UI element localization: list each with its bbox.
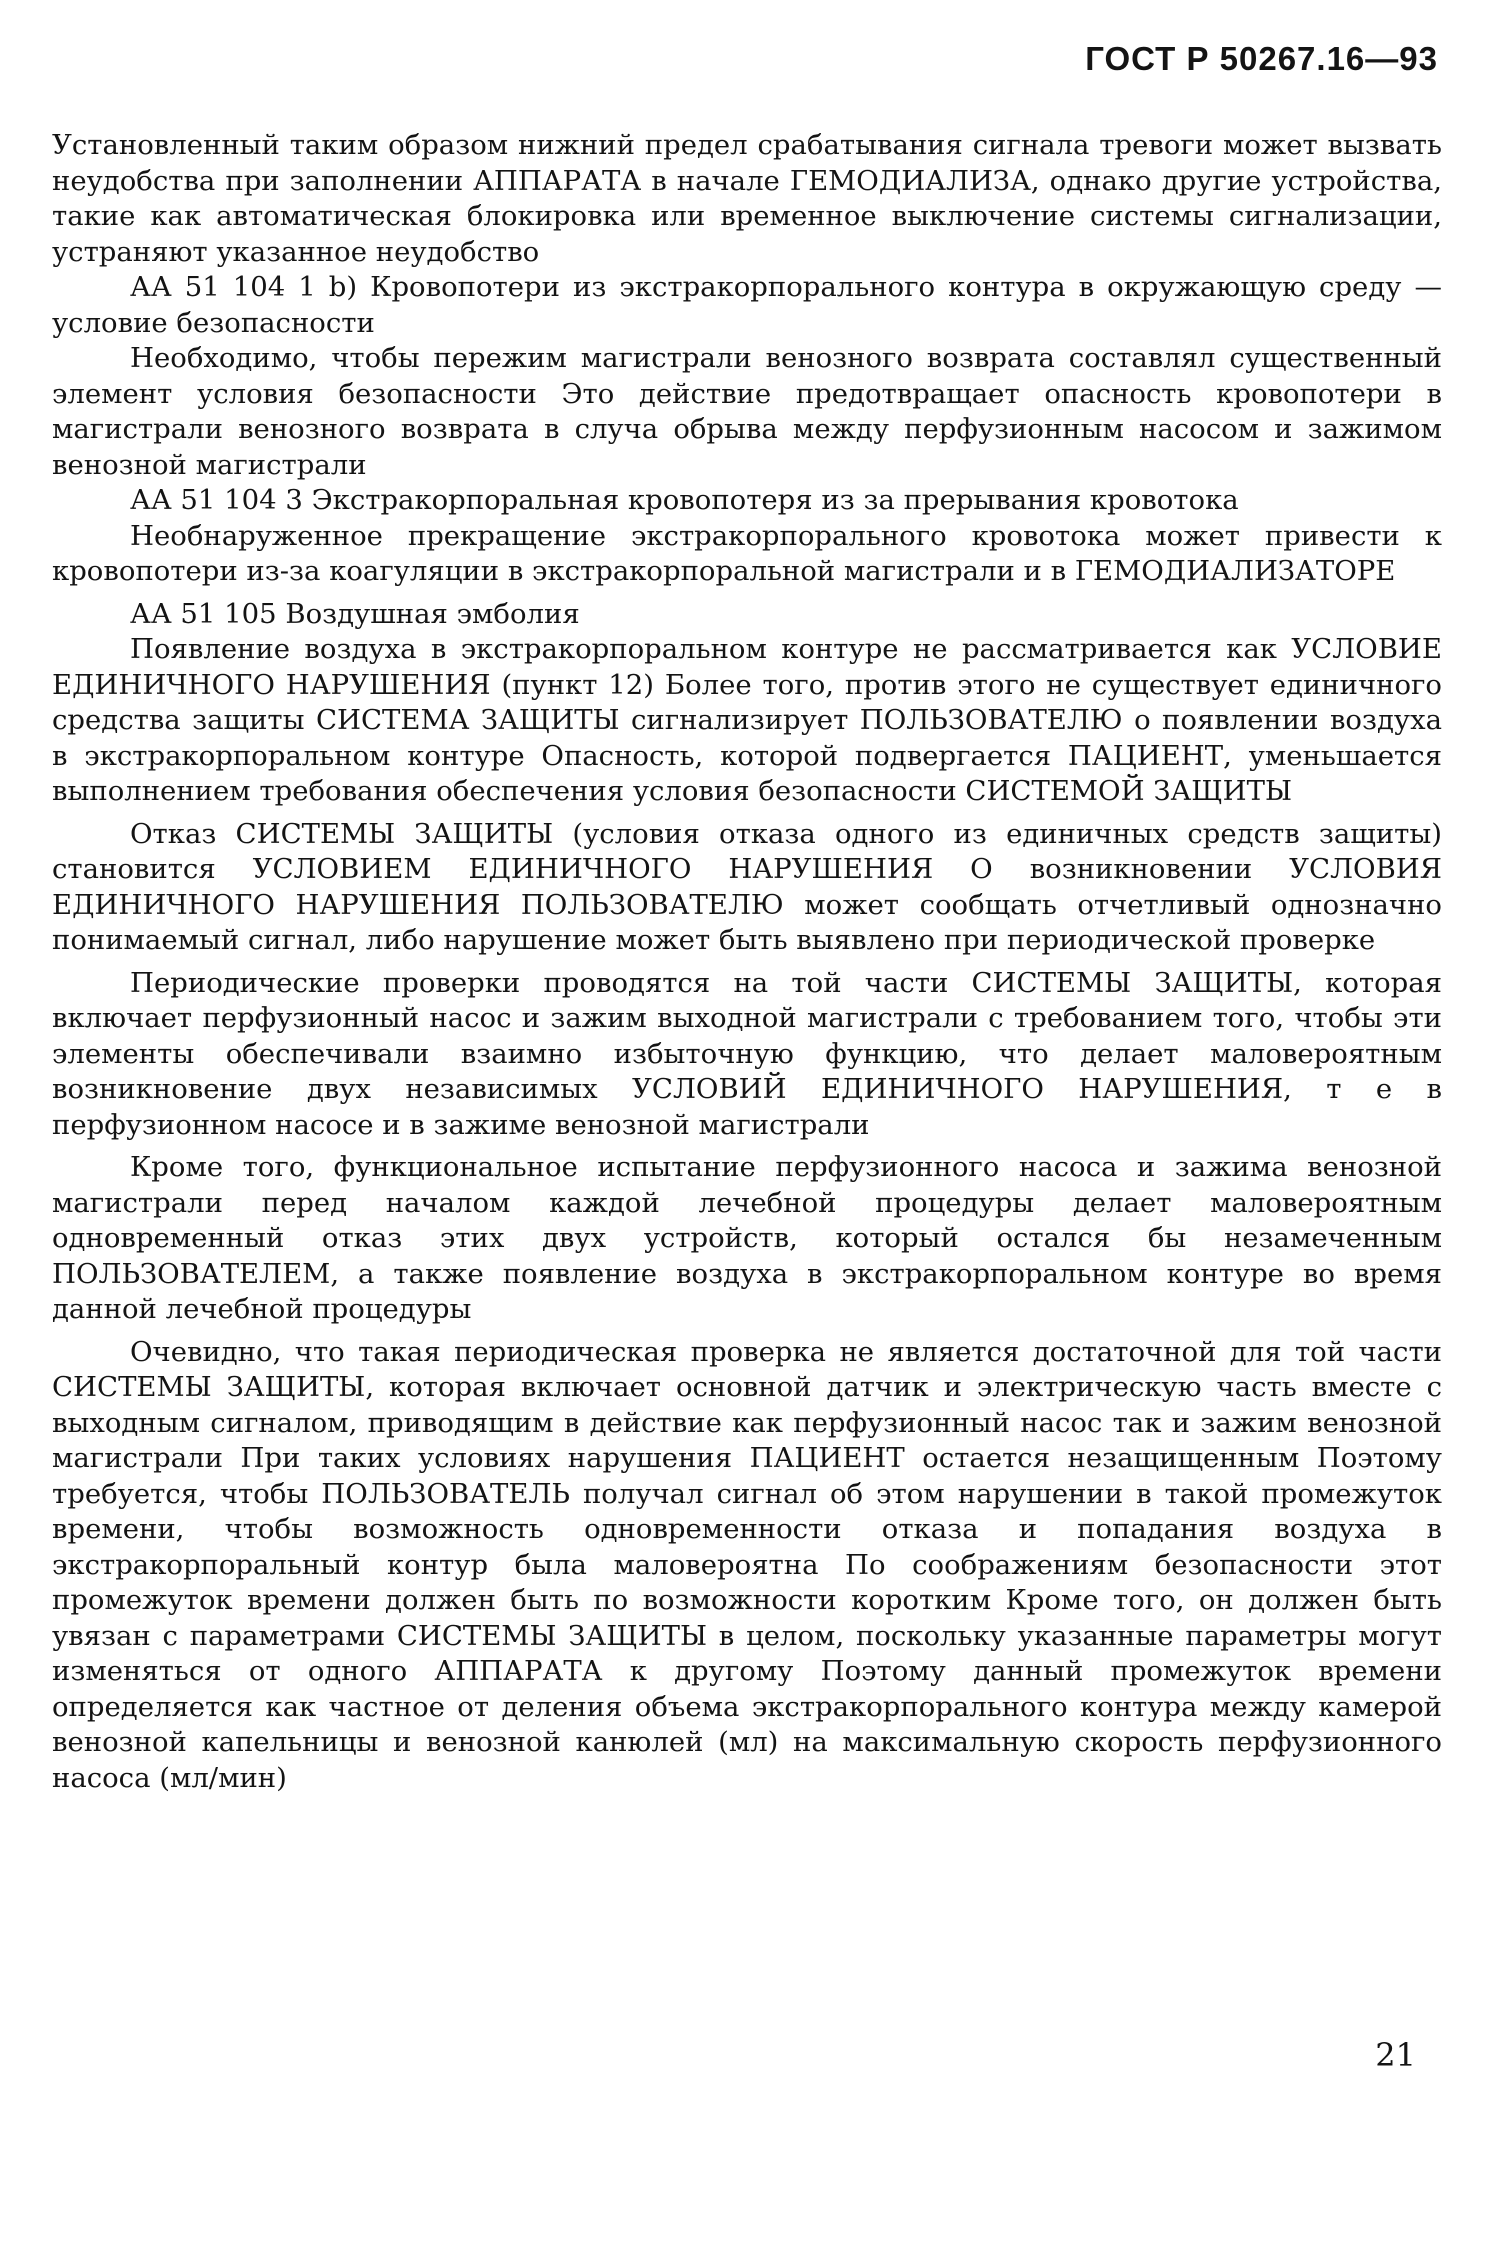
section-heading: АА 51 104 1 b) Кровопотери из экстракорпорального контура в окружающую среду — условие безопасности [52,271,1442,339]
paragraph: Отказ СИСТЕМЫ ЗАЩИТЫ (условия отказа одного из единичных средств защиты) становится УСЛОВИЕМ ЕДИНИЧНОГО НАРУШЕНИЯ О возникновении УСЛОВИЯ ЕДИНИЧНОГО НАРУШЕНИЯ ПОЛЬЗОВАТЕЛЮ может сообщать отчетливый однозначно понимаемый сигнал, либо нарушение может быть выявлено при периодической проверке [52,817,1442,956]
section-heading: АА 51 105 Воздушная эмболия [130,597,580,630]
paragraph: Кроме того, функциональное испытание перфузионного насоса и зажима венозной магистрали перед началом каждой лечебной процедуры делает маловероятным одновременный отказ этих двух устройств, который остался бы незамеченным ПОЛЬЗОВАТЕЛЕМ, а также появление воздуха в экстракорпоральном контуре во время данной лечебной процедуры [52,1151,1442,1325]
paragraph: Появление воздуха в экстракорпоральном контуре не рассматривается как УСЛОВИЕ ЕДИНИЧНОГО НАРУШЕНИЯ (пункт 12) Более того, против этого не существует единичного средства защиты СИСТЕМА ЗАЩИТЫ сигнализирует ПОЛЬЗОВАТЕЛЮ о появлении воздуха в экстракорпоральном контуре Опасность, которой подвергается ПАЦИЕНТ, уменьшается выполнением требования обеспечения условия безопасности СИСТЕМОЙ ЗАЩИТЫ [52,633,1442,807]
paragraph: Периодические проверки проводятся на той части СИСТЕМЫ ЗАЩИТЫ, которая включает перфузионный насос и зажим выходной магистрали с требованием того, чтобы эти элементы обеспечивали взаимно избыточную функцию, что делает маловероятным возникновение двух независимых УСЛОВИЙ ЕДИНИЧНОГО НАРУШЕНИЯ, т е в перфузионном насосе и в зажиме венозной магистрали [52,966,1442,1141]
paragraph: Установленный таким образом нижний предел срабатывания сигнала тревоги может вызвать неудобства при заполнении АППАРАТА в начале ГЕМОДИАЛИЗА, однако другие устройства, такие как автоматическая блокировка или временное выключение системы сигнализации, устраняют указанное неудобство [52,129,1442,268]
document-body [52,128,1442,1796]
paragraph: Необнаруженное прекращение экстракорпорального кровотока может привести к кровопотери из-за коагуляции в экстракорпоральной магистрали и в ГЕМОДИАЛИЗАТОРЕ [52,519,1442,587]
section-heading: АА 51 104 3 Экстракорпоральная кровопотеря из за прерывания кровотока [130,484,1239,516]
paragraph: Очевидно, что такая периодическая проверка не является достаточной для той части СИСТЕМЫ ЗАЩИТЫ, которая включает основной датчик и электрическую часть вместе с выходным сигналом, приводящим в действие как перфузионный насос так и зажим венозной магистрали При таких условиях нарушения ПАЦИЕНТ остается незащищенным Поэтому требуется, чтобы ПОЛЬЗОВАТЕЛЬ получал сигнал об этом нарушении в такой промежуток времени, чтобы возможность одновременности отказа и попадания воздуха в экстракорпоральный контур была маловероятна По соображениям безопасности этот промежуток времени должен быть по возможности коротким Кроме того, он должен быть увязан с параметрами СИСТЕМЫ ЗАЩИТЫ в целом, поскольку указанные параметры могут изменяться от одного АППАРАТА к другому Поэтому данный промежуток времени определяется как частное от деления объема экстракорпорального контура между камерой венозной капельницы и венозной канюлей (мл) на максимальную скорость перфузионного насоса (мл/мин) [52,1335,1442,1794]
standard-id: ГОСТ Р 50267.16—93 [1085,40,1438,77]
page-number: 21 [1375,2036,1416,2074]
page-header [1085,40,1438,78]
paragraph: Необходимо, чтобы пережим магистрали венозного возврата составлял существенный элемент условия безопасности Это действие предотвращает опасность кровопотери в магистрали венозного возврата в случа обрыва между перфузионным насосом и зажимом венозной магистрали [52,342,1442,481]
